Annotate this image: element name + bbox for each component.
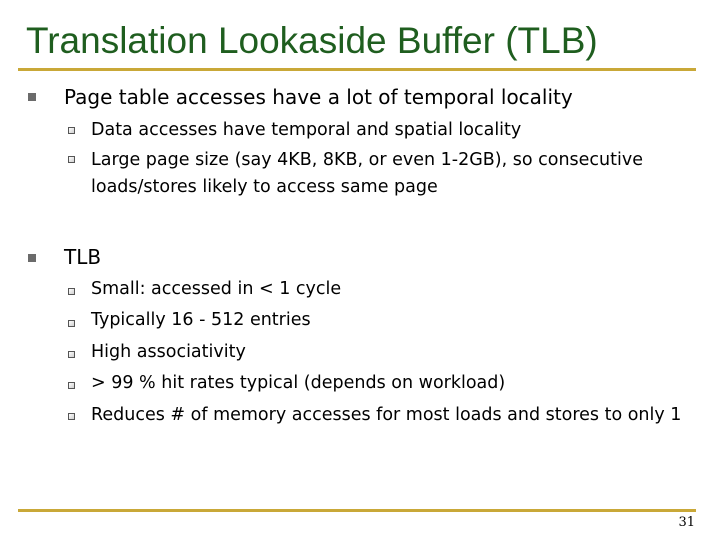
slide-title: Translation Lookaside Buffer (TLB)	[26, 20, 598, 61]
footer-divider	[18, 509, 696, 512]
sub-bullet-square-icon	[68, 320, 75, 327]
bullet-text: Page table accesses have a lot of temporal locality	[64, 85, 573, 109]
sub-bullet-text: > 99 % hit rates typical (depends on workload)	[91, 373, 506, 393]
sub-bullet-text: Small: accessed in < 1 cycle	[91, 279, 342, 299]
sub-bullet-square-icon	[68, 156, 75, 163]
page-number: 31	[678, 515, 695, 530]
sub-bullet-square-icon	[68, 127, 75, 134]
bullet-square-icon	[28, 254, 36, 262]
bullet-square-icon	[28, 93, 36, 101]
sub-bullet-square-icon	[68, 413, 75, 420]
sub-bullet-square-icon	[68, 288, 75, 295]
bullet-text: TLB	[64, 245, 102, 269]
sub-bullet-text: Data accesses have temporal and spatial locality	[91, 120, 522, 140]
sub-bullet-text: Large page size (say 4KB, 8KB, or even 1-2GB), so consecutive loads/stores likely to access same page	[91, 150, 643, 197]
sub-bullet-text: Typically 16 - 512 entries	[91, 310, 311, 330]
sub-bullet-text: Reduces # of memory accesses for most loads and stores to only 1	[91, 405, 682, 425]
sub-bullet-text: High associativity	[91, 342, 246, 362]
sub-bullet-square-icon	[68, 382, 75, 389]
sub-bullet-square-icon	[68, 351, 75, 358]
